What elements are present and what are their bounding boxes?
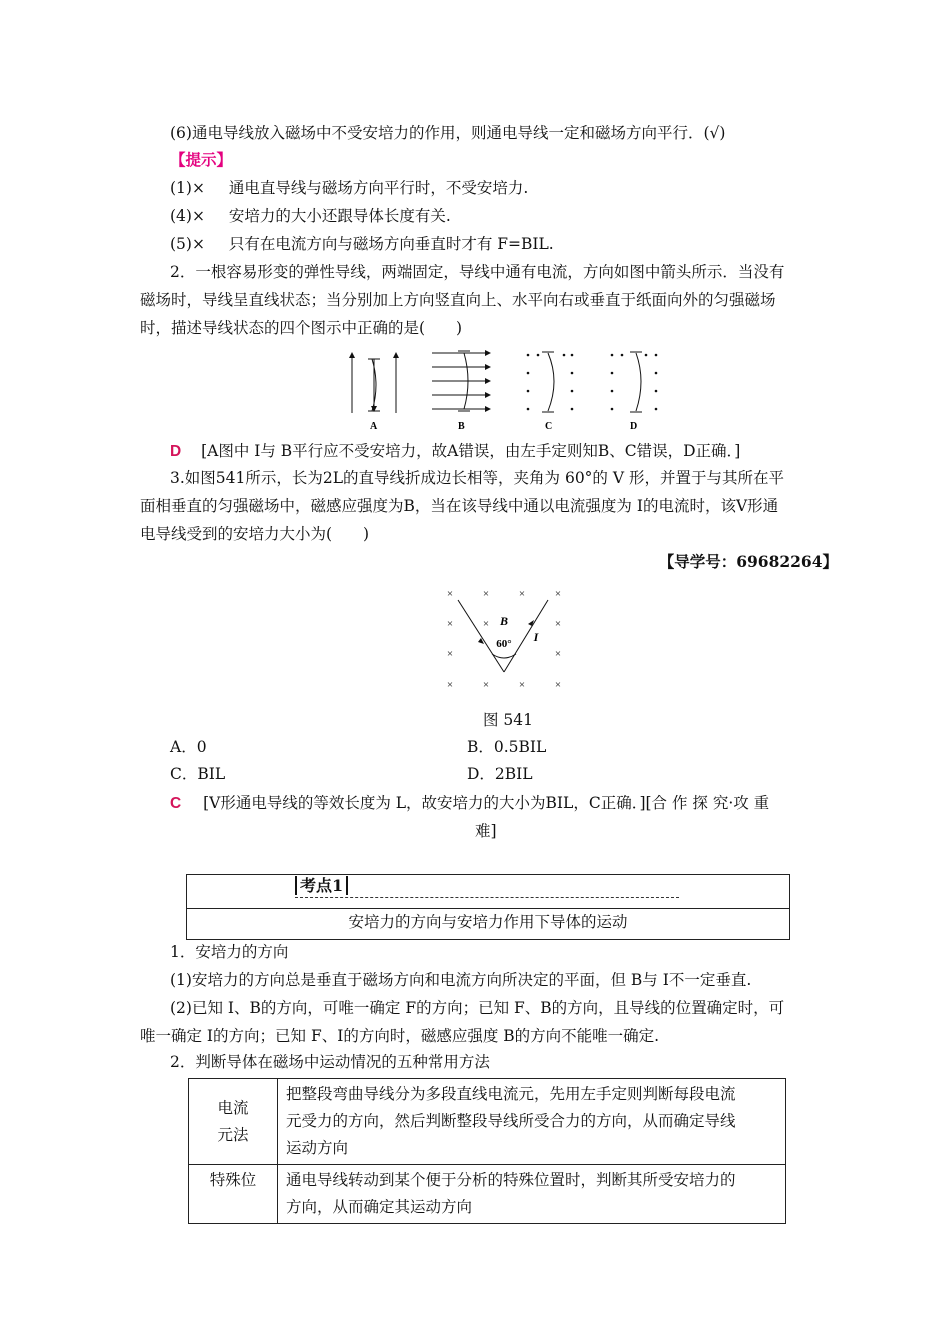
- q2-line-2: 磁场时，导线呈直线状态；当分别加上方向竖直向上、水平向右或垂直于纸面向外的匀强磁场: [140, 291, 776, 309]
- q3-figure: [440, 584, 570, 694]
- q3-line-1: 3.如图541所示，长为2L的直导线折成边长相等，夹角为 60°的 V 形，并置于与其所在平: [170, 469, 784, 487]
- q2-answer-text: [A图中 I与 B平行应不受安培力，故A错误，由左手定则知B、C错误，D正确．]: [201, 442, 741, 460]
- hint-1-text: 通电直导线与磁场方向平行时，不受安培力.: [228, 179, 529, 197]
- methods-table: [188, 1078, 786, 1224]
- hint-2-num: (4)×: [170, 207, 205, 225]
- section2-heading: 2．判断导体在磁场中运动情况的五种常用方法: [170, 1053, 490, 1071]
- kaodian-divider: [187, 908, 789, 909]
- svg-text:×: ×: [554, 618, 562, 630]
- svg-text:×: ×: [554, 679, 562, 691]
- figure-label-c: C: [545, 421, 553, 432]
- kaodian-title: 安培力的方向与安培力作用下导体的运动: [348, 913, 628, 931]
- figure-label-d: D: [630, 421, 638, 432]
- method-desc: [278, 1079, 786, 1165]
- q3-line-2: 面相垂直的匀强磁场中，磁感应强度为B，当在该导线中通以电流强度为 I的电流时，该V形通: [140, 497, 779, 515]
- svg-text:×: ×: [446, 618, 454, 630]
- figure-caption: 图 541: [483, 711, 534, 729]
- method-desc: [278, 1165, 786, 1224]
- q3-answer-text: [V形通电导线的等效长度为 L，故安培力的大小为BIL，C正确．][合 作 探 究·攻 重: [203, 794, 770, 812]
- guide-number: 【导学号：69682264】: [658, 552, 838, 571]
- q3-answer-cont: 难]: [475, 822, 497, 840]
- kaodian-box: [186, 874, 790, 940]
- svg-text:×: ×: [446, 648, 454, 660]
- q2-line-3: 时，描述导线状态的四个图示中正确的是( ): [140, 319, 463, 337]
- option-c: C．BIL: [170, 765, 226, 783]
- label-b: B: [499, 614, 509, 628]
- q3-answer: [170, 792, 769, 815]
- hint-2: [170, 205, 451, 227]
- kaodian-tag: [295, 875, 348, 897]
- section1-p1: (1)安培力的方向总是垂直于磁场方向和电流方向所决定的平面，但 B与 I不一定垂直.: [170, 971, 752, 989]
- svg-text:×: ×: [554, 648, 562, 660]
- method-desc-line: 方向，从而确定其运动方向: [286, 1198, 473, 1216]
- method-key: [189, 1165, 278, 1224]
- method-desc-line: 通电导线转动到某个便于分析的特殊位置时，判断其所受安培力的: [286, 1171, 736, 1189]
- svg-text:×: ×: [554, 588, 562, 600]
- q6-statement: (6)通电导线放入磁场中不受安培力的作用，则通电导线一定和磁场方向平行．(√): [170, 124, 726, 142]
- svg-text:×: ×: [482, 679, 490, 691]
- figure-d: [611, 352, 658, 412]
- section1-p2-line1: (2)已知 I、B的方向，可唯一确定 F的方向；已知 F、B的方向，且导线的位置确定时，可: [170, 999, 785, 1017]
- hint-label: 【提示】: [170, 150, 233, 169]
- option-d: D．2BIL: [467, 765, 533, 783]
- hint-3-text: 只有在电流方向与磁场方向垂直时才有 F=BIL.: [228, 235, 554, 253]
- method-desc-line: 把整段弯曲导线分为多段直线电流元，先用左手定则判断每段电流: [286, 1085, 736, 1103]
- figure-b: [432, 351, 490, 411]
- q2-line-1: 2．一根容易形变的弹性导线，两端固定，导线中通有电流，方向如图中箭头所示．当没有: [170, 263, 785, 281]
- figure-c: [527, 352, 574, 412]
- label-angle: 60°: [496, 638, 512, 650]
- q2-figure: [340, 345, 670, 433]
- method-key-line: 电流: [217, 1098, 249, 1117]
- q2-answer-letter: D: [170, 443, 182, 460]
- method-desc-line: 运动方向: [286, 1139, 349, 1157]
- figure-a: [352, 353, 396, 413]
- kaodian-dash: [295, 897, 679, 898]
- svg-text:×: ×: [518, 588, 526, 600]
- table-row: [189, 1165, 786, 1224]
- table-row: [189, 1079, 786, 1165]
- hint-1-num: (1)×: [170, 179, 205, 197]
- svg-text:×: ×: [446, 679, 454, 691]
- q3-answer-letter: C: [170, 795, 182, 812]
- method-key: [189, 1079, 278, 1165]
- figure-label-a: A: [370, 421, 378, 432]
- method-desc-line: 元受力的方向，然后判断整段导线所受合力的方向，从而确定导线: [286, 1112, 736, 1130]
- hint-1: [170, 177, 528, 199]
- label-i: I: [533, 630, 539, 644]
- kaodian-tag-text: 考点1: [295, 876, 348, 895]
- svg-text:×: ×: [518, 679, 526, 691]
- svg-text:×: ×: [482, 618, 490, 630]
- figure-label-b: B: [458, 421, 465, 432]
- hint-3-num: (5)×: [170, 235, 205, 253]
- method-key-line: 元法: [217, 1125, 249, 1144]
- section1-heading: 1．安培力的方向: [170, 943, 289, 961]
- method-key-line: 特殊位: [209, 1171, 257, 1189]
- option-a: A．0: [170, 738, 207, 756]
- svg-text:×: ×: [482, 588, 490, 600]
- hint-2-text: 安培力的大小还跟导体长度有关.: [228, 207, 451, 225]
- svg-text:×: ×: [446, 588, 454, 600]
- section1-p2-line2: 唯一确定 I的方向；已知 F、I的方向时，磁感应强度 B的方向不能唯一确定.: [140, 1027, 660, 1045]
- option-b: B．0.5BIL: [467, 738, 547, 756]
- hint-3: [170, 233, 554, 255]
- q3-line-3: 电导线受到的安培力大小为( ): [140, 525, 370, 543]
- q2-answer: [170, 440, 740, 463]
